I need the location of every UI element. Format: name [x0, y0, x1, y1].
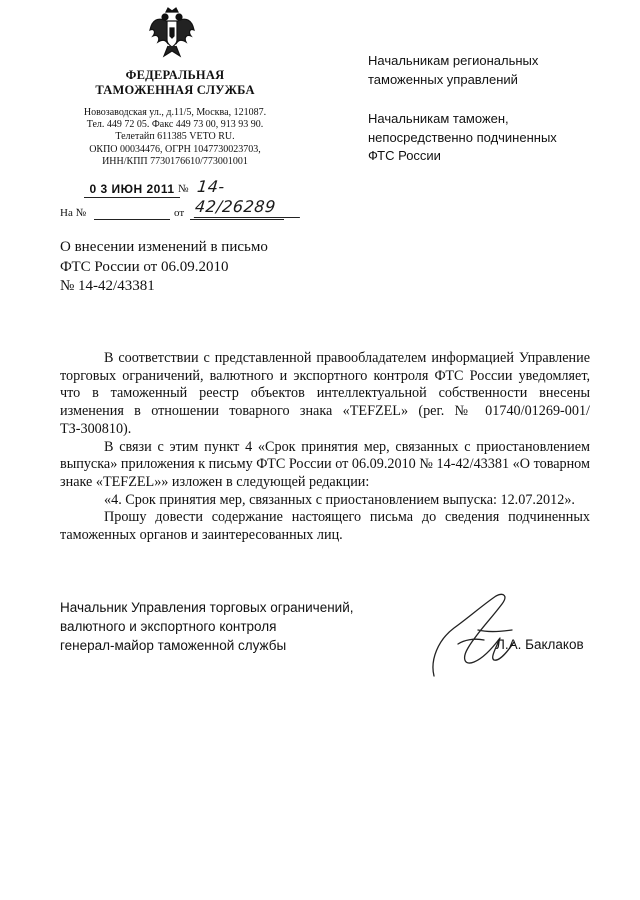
subject-line: О внесении изменений в письмо: [60, 239, 268, 255]
body-paragraph: «4. Срок принятия мер, связанных с приостановлением выпуска: 12.07.2012».: [104, 491, 575, 508]
organization-block: [60, 68, 290, 168]
organization-phone: Тел. 449 72 05. Факс 449 73 00, 913 93 90.: [86, 119, 264, 131]
addressee-customs-heads: [368, 110, 608, 166]
signer-position: [60, 598, 420, 655]
subject-line: № 14-42/43381: [60, 278, 155, 294]
registration-number-handwritten: 14-42/26289: [194, 177, 304, 218]
organization-inn: ИНН/КПП 7730176610/773001001: [102, 155, 248, 167]
reference-row: [60, 207, 300, 225]
organization-name-line: ФЕДЕРАЛЬНАЯ: [125, 68, 225, 82]
registration-date-stamp: 0 3 ИЮН 2011: [84, 181, 180, 198]
letter-subject: [60, 238, 320, 297]
registration-number-label: №: [178, 183, 189, 195]
organization-address: Новозаводская ул., д.11/5, Москва, 121087.: [83, 107, 267, 118]
organization-teletype: Телетайп 611385 VETO RU.: [115, 131, 235, 143]
letter-body: [60, 350, 590, 545]
coat-of-arms-icon: [148, 6, 196, 60]
addressee-line: Начальникам региональных: [368, 53, 539, 68]
signer-position-line: валютного и экспортного контроля: [60, 619, 277, 634]
organization-name: [60, 68, 290, 98]
signer-name: Л.А. Баклаков: [496, 637, 584, 652]
organization-name-line: ТАМОЖЕННАЯ СЛУЖБА: [95, 83, 255, 97]
body-paragraph: В связи с этим пункт 4 «Срок принятия мер, связанных с приостановлением выпуска» приложения к письму ФТС России от 06.09.2010 № 14-42/43381 «О товарном знаке «TEFZEL»» изложен в следующей редакции:: [60, 438, 590, 490]
addressee-line: ФТС России: [368, 148, 441, 163]
body-paragraph: Прошу довести содержание настоящего письма до сведения подчиненных таможенных органов и заинтересованных лиц.: [60, 509, 590, 544]
reference-from-blank: [190, 219, 284, 220]
reference-number-blank: [94, 219, 170, 220]
body-paragraph: В соответствии с представленной правообладателем информацией Управление торговых ограничений, валютного и экспортного контроля ФТС России уведомляет, что в таможенный реестр объектов интеллектуальной собственности внесены изменения в отношении товарного знака «TEFZEL» (рег. № 01740/01269-001/ТЗ-300810).: [60, 350, 590, 437]
handwritten-signature: [424, 590, 524, 682]
reference-from-label: от: [174, 207, 185, 219]
signer-position-line: Начальник Управления торговых ограничений,: [60, 600, 354, 615]
addressee-line: Начальникам таможен,: [368, 111, 509, 126]
addressee-line: непосредственно подчиненных: [368, 129, 557, 145]
subject-line: ФТС России от 06.09.2010: [60, 258, 229, 275]
reference-number-label: На №: [60, 207, 87, 219]
addressee-regional-directorates: [368, 52, 608, 89]
signer-position-line: генерал-майор таможенной службы: [60, 638, 287, 653]
addressee-line: таможенных управлений: [368, 71, 518, 87]
organization-okpo: ОКПО 00034476, ОГРН 1047730023703,: [89, 143, 261, 155]
organization-details: [60, 107, 290, 168]
